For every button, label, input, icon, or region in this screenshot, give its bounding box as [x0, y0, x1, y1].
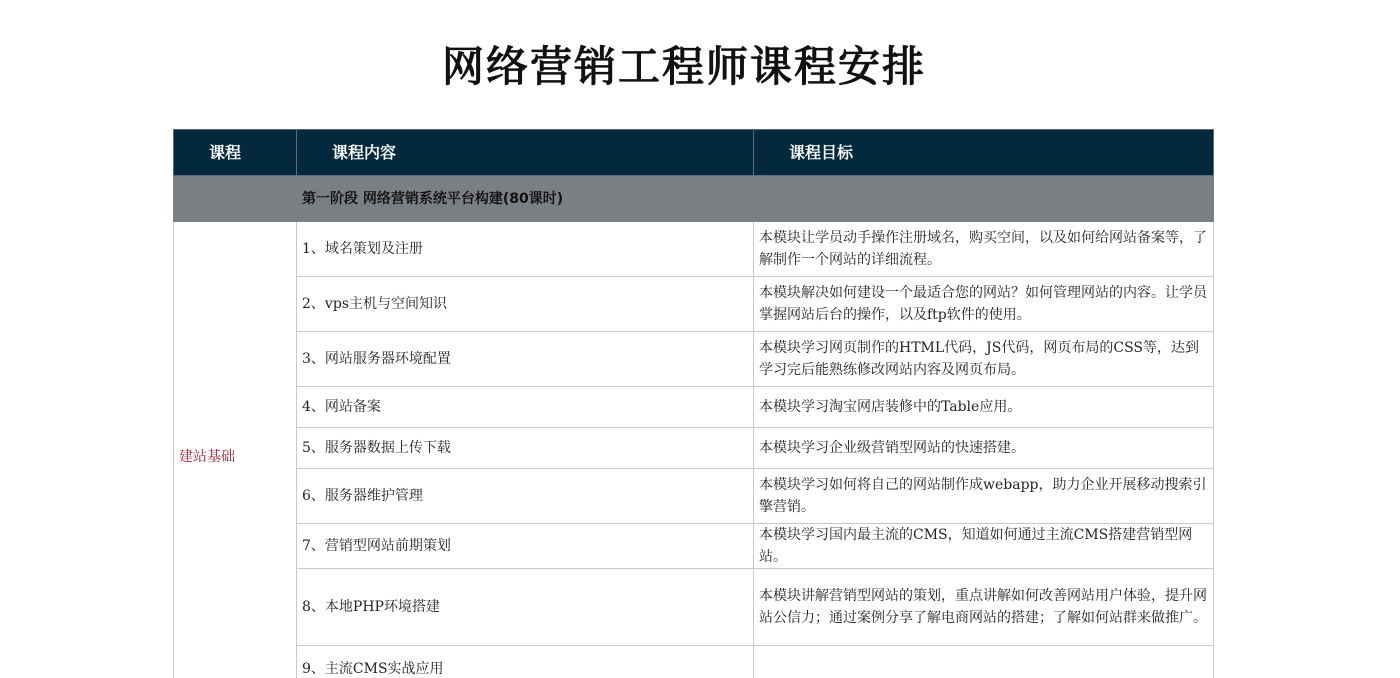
row-content: 5、服务器数据上传下载: [297, 428, 754, 469]
row-goal: 本模块学习如何将自己的网站制作成webapp，助力企业开展移动搜索引擎营销。: [754, 469, 1214, 524]
table-header-row: [174, 130, 1214, 176]
row-goal: [754, 646, 1214, 678]
table-row: [174, 222, 1214, 277]
table-row: [174, 569, 1214, 646]
table-row: [174, 332, 1214, 387]
row-content: 9、主流CMS实战应用: [297, 646, 754, 678]
row-goal: 本模块学习国内最主流的CMS，知道如何通过主流CMS搭建营销型网站。: [754, 524, 1214, 569]
course-schedule-table: [173, 129, 1214, 678]
row-goal: 本模块让学员动手操作注册域名，购买空间，以及如何给网站备案等，了解制作一个网站的详细流程。: [754, 222, 1214, 277]
table-row: [174, 428, 1214, 469]
row-goal: 本模块学习网页制作的HTML代码，JS代码，网页布局的CSS等，达到学习完后能熟练修改网站内容及网页布局。: [754, 332, 1214, 387]
row-goal: 本模块学习淘宝网店装修中的Table应用。: [754, 387, 1214, 428]
row-content: 7、营销型网站前期策划: [297, 524, 754, 569]
table-row: [174, 646, 1214, 678]
row-content: 8、本地PHP环境搭建: [297, 569, 754, 646]
row-content: 6、服务器维护管理: [297, 469, 754, 524]
row-goal: 本模块讲解营销型网站的策划，重点讲解如何改善网站用户体验，提升网站公信力；通过案例分享了解电商网站的搭建；了解如何站群来做推广。: [754, 569, 1214, 646]
row-goal: 本模块解决如何建设一个最适合您的网站？如何管理网站的内容。让学员掌握网站后台的操作，以及ftp软件的使用。: [754, 277, 1214, 332]
table-row: [174, 524, 1214, 569]
row-content: 3、网站服务器环境配置: [297, 332, 754, 387]
table-row: [174, 469, 1214, 524]
table-row: [174, 277, 1214, 332]
module-name: 建站基础: [174, 222, 297, 678]
header-goal: 课程目标: [754, 130, 1214, 176]
stage-row: [174, 176, 1214, 222]
row-content: 4、网站备案: [297, 387, 754, 428]
stage-empty-cell: [174, 176, 297, 222]
table-row: [174, 387, 1214, 428]
header-content: 课程内容: [297, 130, 754, 176]
row-content: 1、域名策划及注册: [297, 222, 754, 277]
row-goal: 本模块学习企业级营销型网站的快速搭建。: [754, 428, 1214, 469]
stage-label: 第一阶段 网络营销系统平台构建(80课时): [297, 176, 1214, 222]
header-course: 课程: [174, 130, 297, 176]
page-title: 网络营销工程师课程安排: [441, 42, 926, 91]
row-content: 2、vps主机与空间知识: [297, 277, 754, 332]
